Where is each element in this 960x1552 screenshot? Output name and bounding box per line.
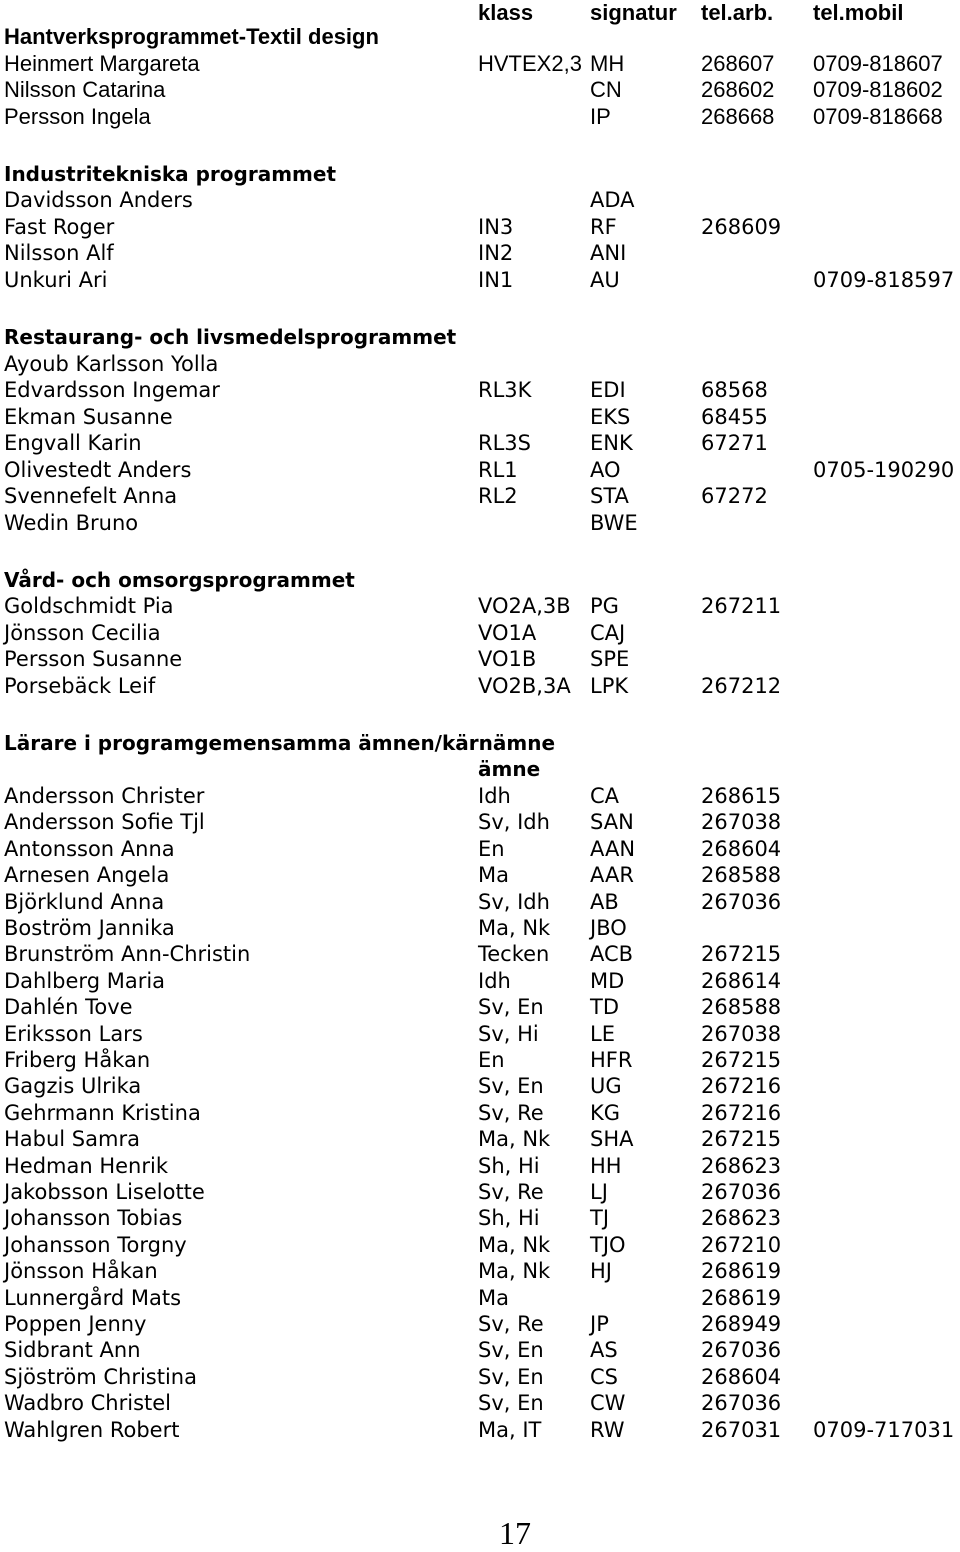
row-name: Engvall Karin <box>4 431 142 455</box>
table-row <box>0 1179 960 1205</box>
row-signatur: STA <box>590 484 629 508</box>
row-tel-arb: 267036 <box>701 890 782 914</box>
table-row <box>0 889 960 915</box>
row-name: Wahlgren Robert <box>4 1418 180 1442</box>
row-tel-mobil: 0709-818597 <box>813 268 955 292</box>
row-signatur: IP <box>590 104 611 129</box>
row-signatur: AAN <box>590 837 636 861</box>
table-row <box>0 783 960 809</box>
table-row <box>0 377 960 403</box>
row-subject: En <box>478 1048 505 1072</box>
row-name: Habul Samra <box>4 1127 140 1151</box>
row-klass: RL2 <box>478 484 518 508</box>
column-header-signatur: signatur <box>590 0 677 25</box>
row-name: Jönsson Håkan <box>4 1259 158 1283</box>
row-klass: IN1 <box>478 268 514 292</box>
row-name: Wedin Bruno <box>4 511 139 535</box>
table-row <box>0 1047 960 1073</box>
row-tel-arb: 267212 <box>701 674 782 698</box>
row-tel-arb: 267216 <box>701 1074 782 1098</box>
section-title: Lärare i programgemensamma ämnen/kärnämne <box>4 731 556 755</box>
row-subject: Ma <box>478 863 509 887</box>
row-name: Fast Roger <box>4 215 115 239</box>
row-name: Arnesen Angela <box>4 863 170 887</box>
section-title: Hantverksprogrammet-Textil design <box>4 24 379 49</box>
row-tel-arb: 268588 <box>701 863 782 887</box>
row-name: Ayoub Karlsson Yolla <box>4 352 219 376</box>
row-klass: IN3 <box>478 215 514 239</box>
table-row <box>0 351 960 377</box>
row-tel-mobil: 0709-818607 <box>813 51 943 76</box>
row-signatur: LE <box>590 1022 615 1046</box>
row-signatur: SHA <box>590 1127 634 1151</box>
row-subject: Ma, Nk <box>478 1233 551 1257</box>
row-tel-arb: 267216 <box>701 1101 782 1125</box>
table-row <box>0 915 960 941</box>
row-name: Johansson Torgny <box>4 1233 187 1257</box>
table-row <box>0 593 960 619</box>
table-row <box>0 510 960 536</box>
row-subject: Sh, Hi <box>478 1154 540 1178</box>
row-tel-arb: 68568 <box>701 378 768 402</box>
row-subject: Sv, Idh <box>478 890 550 914</box>
row-tel-arb: 268668 <box>701 104 775 129</box>
table-row <box>0 994 960 1020</box>
row-subject: Sv, En <box>478 1365 544 1389</box>
row-subject: Tecken <box>478 942 550 966</box>
table-row <box>0 1311 960 1337</box>
table-row <box>0 968 960 994</box>
row-tel-arb: 268619 <box>701 1286 782 1310</box>
table-row <box>0 1021 960 1047</box>
row-subject: Sv, Re <box>478 1101 544 1125</box>
table-row <box>0 77 960 103</box>
row-klass: RL1 <box>478 458 518 482</box>
row-name: Dahlberg Maria <box>4 969 166 993</box>
row-signatur: BWE <box>590 511 638 535</box>
row-signatur: CAJ <box>590 621 626 645</box>
row-signatur: CS <box>590 1365 618 1389</box>
row-signatur: CA <box>590 784 620 808</box>
page-number: 17 <box>499 1515 531 1551</box>
row-signatur: LPK <box>590 674 629 698</box>
row-name: Unkuri Ari <box>4 268 108 292</box>
table-row <box>0 862 960 888</box>
row-name: Svennefelt Anna <box>4 484 178 508</box>
table-row <box>0 457 960 483</box>
row-klass: VO1A <box>478 621 537 645</box>
row-signatur: RW <box>590 1418 625 1442</box>
row-signatur: HFR <box>590 1048 633 1072</box>
row-klass: VO1B <box>478 647 537 671</box>
row-tel-arb: 268623 <box>701 1206 782 1230</box>
row-tel-arb: 267215 <box>701 1048 782 1072</box>
row-tel-arb: 268619 <box>701 1259 782 1283</box>
row-tel-arb: 268604 <box>701 1365 782 1389</box>
row-tel-mobil: 0709-818602 <box>813 77 943 102</box>
row-signatur: LJ <box>590 1180 608 1204</box>
table-row <box>0 240 960 266</box>
row-klass: HVTEX2,3 <box>478 51 582 76</box>
table-row <box>0 1205 960 1231</box>
table-row <box>0 214 960 240</box>
section-title: Vård- och omsorgsprogrammet <box>4 568 355 592</box>
column-header-tel-arb: tel.arb. <box>701 0 774 25</box>
table-row <box>0 104 960 130</box>
row-tel-arb: 268949 <box>701 1312 782 1336</box>
row-signatur: TJO <box>590 1233 626 1257</box>
row-name: Dahlén Tove <box>4 995 133 1019</box>
row-signatur: JP <box>590 1312 609 1336</box>
row-name: Lunnergård Mats <box>4 1286 182 1310</box>
row-tel-mobil: 0709-818668 <box>813 104 943 129</box>
row-signatur: AS <box>590 1338 618 1362</box>
row-name: Brunström Ann-Christin <box>4 942 251 966</box>
row-name: Eriksson Lars <box>4 1022 143 1046</box>
row-tel-arb: 267215 <box>701 942 782 966</box>
row-signatur: JBO <box>590 916 627 940</box>
column-header-klass: klass <box>478 0 534 25</box>
row-name: Persson Ingela <box>4 104 151 129</box>
row-subject: Ma, IT <box>478 1418 542 1442</box>
row-name: Goldschmidt Pia <box>4 594 174 618</box>
row-signatur: AB <box>590 890 619 914</box>
row-name: Wadbro Christel <box>4 1391 172 1415</box>
row-signatur: CW <box>590 1391 626 1415</box>
row-name: Nilsson Catarina <box>4 77 166 102</box>
row-signatur: ANI <box>590 241 627 265</box>
row-tel-mobil: 0709-717031 <box>813 1418 955 1442</box>
table-row <box>0 646 960 672</box>
row-signatur: SAN <box>590 810 634 834</box>
table-row <box>0 1126 960 1152</box>
row-subject: Ma <box>478 1286 509 1310</box>
row-signatur: SPE <box>590 647 630 671</box>
row-tel-arb: 268609 <box>701 215 782 239</box>
row-signatur: AO <box>590 458 621 482</box>
row-signatur: MH <box>590 51 625 76</box>
row-signatur: HH <box>590 1154 622 1178</box>
row-name: Sidbrant Ann <box>4 1338 141 1362</box>
row-tel-arb: 267036 <box>701 1180 782 1204</box>
row-tel-mobil: 0705-190290 <box>813 458 955 482</box>
row-name: Poppen Jenny <box>4 1312 147 1336</box>
row-name: Nilsson Alf <box>4 241 114 265</box>
row-subject: Ma, Nk <box>478 1127 551 1151</box>
row-subject: Sv, Re <box>478 1312 544 1336</box>
table-row <box>0 1390 960 1416</box>
row-name: Björklund Anna <box>4 890 165 914</box>
row-name: Ekman Susanne <box>4 405 173 429</box>
row-tel-arb: 267038 <box>701 810 782 834</box>
row-tel-arb: 67271 <box>701 431 768 455</box>
table-row <box>0 941 960 967</box>
row-subject: Sv, En <box>478 995 544 1019</box>
column-header-tel-mobil: tel.mobil <box>813 0 904 25</box>
row-subject: Ma, Nk <box>478 1259 551 1283</box>
row-signatur: ENK <box>590 431 633 455</box>
table-row <box>0 1258 960 1284</box>
subject-subheader: ämne <box>478 757 541 781</box>
table-row <box>0 1153 960 1179</box>
table-row <box>0 51 960 77</box>
row-name: Olivestedt Anders <box>4 458 192 482</box>
row-subject: Ma, Nk <box>478 916 551 940</box>
row-signatur: UG <box>590 1074 622 1098</box>
row-tel-arb: 268602 <box>701 77 775 102</box>
row-tel-arb: 268604 <box>701 837 782 861</box>
row-subject: Idh <box>478 969 511 993</box>
row-signatur: HJ <box>590 1259 612 1283</box>
row-name: Andersson Christer <box>4 784 205 808</box>
row-signatur: AAR <box>590 863 634 887</box>
row-tel-arb: 267210 <box>701 1233 782 1257</box>
table-row <box>0 1417 960 1443</box>
row-signatur: ADA <box>590 188 635 212</box>
row-name: Johansson Tobias <box>4 1206 183 1230</box>
row-name: Heinmert Margareta <box>4 51 200 76</box>
table-row <box>0 404 960 430</box>
row-subject: Sv, En <box>478 1391 544 1415</box>
row-subject: Idh <box>478 784 511 808</box>
row-subject: Sv, Idh <box>478 810 550 834</box>
row-name: Jönsson Cecilia <box>4 621 161 645</box>
row-klass: VO2A,3B <box>478 594 571 618</box>
section-title: Restaurang- och livsmedelsprogrammet <box>4 325 457 349</box>
row-tel-arb: 268607 <box>701 51 775 76</box>
row-signatur: ACB <box>590 942 634 966</box>
row-name: Gehrmann Kristina <box>4 1101 201 1125</box>
row-signatur: TD <box>590 995 619 1019</box>
row-klass: RL3K <box>478 378 532 402</box>
row-tel-arb: 268623 <box>701 1154 782 1178</box>
row-name: Friberg Håkan <box>4 1048 151 1072</box>
row-tel-arb: 267036 <box>701 1391 782 1415</box>
table-row <box>0 483 960 509</box>
row-tel-arb: 268588 <box>701 995 782 1019</box>
row-signatur: EKS <box>590 405 631 429</box>
table-row <box>0 267 960 293</box>
row-name: Boström Jannika <box>4 916 175 940</box>
row-name: Persson Susanne <box>4 647 183 671</box>
table-row <box>0 430 960 456</box>
row-signatur: PG <box>590 594 619 618</box>
table-row <box>0 620 960 646</box>
table-row <box>0 1364 960 1390</box>
row-name: Gagzis Ulrika <box>4 1074 142 1098</box>
row-tel-arb: 267211 <box>701 594 782 618</box>
row-signatur: EDI <box>590 378 626 402</box>
row-klass: RL3S <box>478 431 531 455</box>
row-name: Andersson Sofie Tjl <box>4 810 205 834</box>
section-title: Industritekniska programmet <box>4 162 337 186</box>
table-row <box>0 1100 960 1126</box>
table-row <box>0 1285 960 1311</box>
table-row <box>0 187 960 213</box>
row-tel-arb: 267036 <box>701 1338 782 1362</box>
row-name: Hedman Henrik <box>4 1154 169 1178</box>
row-tel-arb: 268614 <box>701 969 782 993</box>
row-tel-arb: 267038 <box>701 1022 782 1046</box>
row-name: Sjöström Christina <box>4 1365 197 1389</box>
row-klass: IN2 <box>478 241 514 265</box>
row-subject: Sh, Hi <box>478 1206 540 1230</box>
row-klass: VO2B,3A <box>478 674 571 698</box>
table-row <box>0 673 960 699</box>
row-tel-arb: 267031 <box>701 1418 782 1442</box>
row-signatur: MD <box>590 969 625 993</box>
row-subject: Sv, Hi <box>478 1022 539 1046</box>
row-subject: En <box>478 837 505 861</box>
table-row <box>0 809 960 835</box>
row-tel-arb: 68455 <box>701 405 768 429</box>
table-row <box>0 1073 960 1099</box>
row-signatur: TJ <box>590 1206 610 1230</box>
row-signatur: RF <box>590 215 617 239</box>
row-signatur: KG <box>590 1101 621 1125</box>
row-tel-arb: 67272 <box>701 484 768 508</box>
row-signatur: AU <box>590 268 620 292</box>
row-tel-arb: 268615 <box>701 784 782 808</box>
table-row <box>0 1337 960 1363</box>
table-row <box>0 1232 960 1258</box>
row-name: Jakobsson Liselotte <box>4 1180 205 1204</box>
row-subject: Sv, Re <box>478 1180 544 1204</box>
row-name: Antonsson Anna <box>4 837 175 861</box>
row-tel-arb: 267215 <box>701 1127 782 1151</box>
row-signatur: CN <box>590 77 622 102</box>
table-row <box>0 836 960 862</box>
row-name: Porsebäck Leif <box>4 674 156 698</box>
row-subject: Sv, En <box>478 1338 544 1362</box>
row-name: Edvardsson Ingemar <box>4 378 220 402</box>
row-subject: Sv, En <box>478 1074 544 1098</box>
row-name: Davidsson Anders <box>4 188 193 212</box>
